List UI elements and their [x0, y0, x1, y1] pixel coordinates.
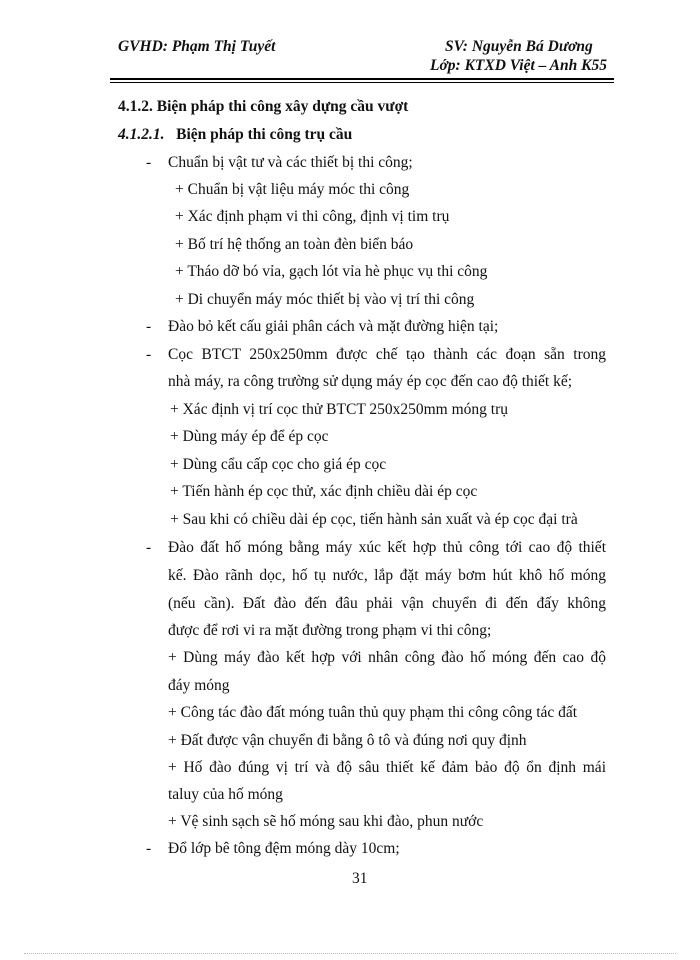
bullet-dash: -	[146, 346, 152, 363]
bullet-dash: -	[146, 154, 152, 171]
bullet-dash: -	[146, 539, 152, 556]
list-item: kế. Đào rãnh dọc, hố tụ nước, lắp đặt máy bơm hút khô hố móng	[168, 567, 606, 584]
list-item: + Tiến hành ép cọc thử, xác định chiều dài ép cọc	[170, 483, 478, 500]
bullet-dash: -	[146, 318, 152, 335]
list-item: Chuẩn bị vật tư và các thiết bị thi công;	[168, 154, 413, 171]
list-item: + Di chuyển máy móc thiết bị vào vị trí thi công	[175, 291, 475, 308]
bullet-dash: -	[146, 840, 152, 857]
list-item: + Xác định phạm vi thi công, định vị tim trụ	[175, 208, 450, 225]
list-item: + Chuẩn bị vật liệu máy móc thi công	[175, 181, 410, 198]
header-instructor: GVHD: Phạm Thị Tuyết	[118, 38, 276, 55]
list-item: + Dùng máy đào kết hợp với nhân công đào hố móng đến cao độ	[168, 649, 606, 666]
list-item: + Vệ sinh sạch sẽ hố móng sau khi đào, phun nước	[168, 813, 484, 830]
list-item: Đào bỏ kết cấu giải phân cách và mặt đường hiện tại;	[168, 318, 499, 335]
list-item: + Bố trí hệ thống an toàn đèn biển báo	[175, 236, 414, 253]
list-item: + Xác định vị trí cọc thử BTCT 250x250mm móng trụ	[170, 401, 509, 418]
list-item: nhà máy, ra công trường sử dụng máy ép cọc đến cao độ thiết kế;	[168, 373, 573, 390]
list-item: Đào đất hố móng bằng máy xúc kết hợp thủ công tới cao độ thiết	[168, 539, 606, 556]
subsection-number: 4.1.2.1.	[118, 126, 165, 143]
section-heading: 4.1.2. Biện pháp thi công xây dựng cầu vượt	[118, 98, 409, 115]
list-item: + Dùng cẩu cấp cọc cho giá ép cọc	[170, 456, 387, 473]
header-rule-thick	[110, 78, 614, 80]
list-item: được để rơi vi ra mặt đường trong phạm vi thi công;	[168, 622, 492, 639]
list-item: + Hố đào đúng vị trí và độ sâu thiết kế đảm bảo độ ổn định mái	[168, 759, 606, 776]
header-rule-thin	[110, 82, 614, 83]
subsection-title: Biện pháp thi công trụ cầu	[176, 126, 353, 143]
list-item: đáy móng	[168, 677, 230, 694]
page-bottom-border	[24, 953, 676, 954]
list-item: (nếu cần). Đất đào đến đâu phải vận chuyển đi đến đấy không	[168, 595, 606, 612]
header-class: Lớp: KTXD Việt – Anh K55	[430, 57, 607, 74]
list-item: + Đất được vận chuyển đi bằng ô tô và đúng nơi quy định	[168, 732, 527, 749]
list-item: taluy của hố móng	[168, 786, 283, 803]
list-item: Cọc BTCT 250x250mm được chế tạo thành các đoạn sẵn trong	[168, 346, 606, 363]
list-item: + Công tác đào đất móng tuân thủ quy phạm thi công công tác đất	[168, 704, 578, 721]
list-item: + Sau khi có chiều dài ép cọc, tiến hành sản xuất và ép cọc đại trà	[170, 511, 578, 528]
subsection-heading	[118, 125, 352, 145]
header-student: SV: Nguyễn Bá Dương	[445, 38, 593, 55]
list-item: + Dùng máy ép để ép cọc	[170, 428, 329, 445]
page-number: 31	[352, 870, 368, 887]
list-item: + Tháo dỡ bó vỉa, gạch lót vỉa hè phục vụ thi công	[175, 263, 488, 280]
list-item: Đổ lớp bê tông đệm móng dày 10cm;	[168, 840, 400, 857]
